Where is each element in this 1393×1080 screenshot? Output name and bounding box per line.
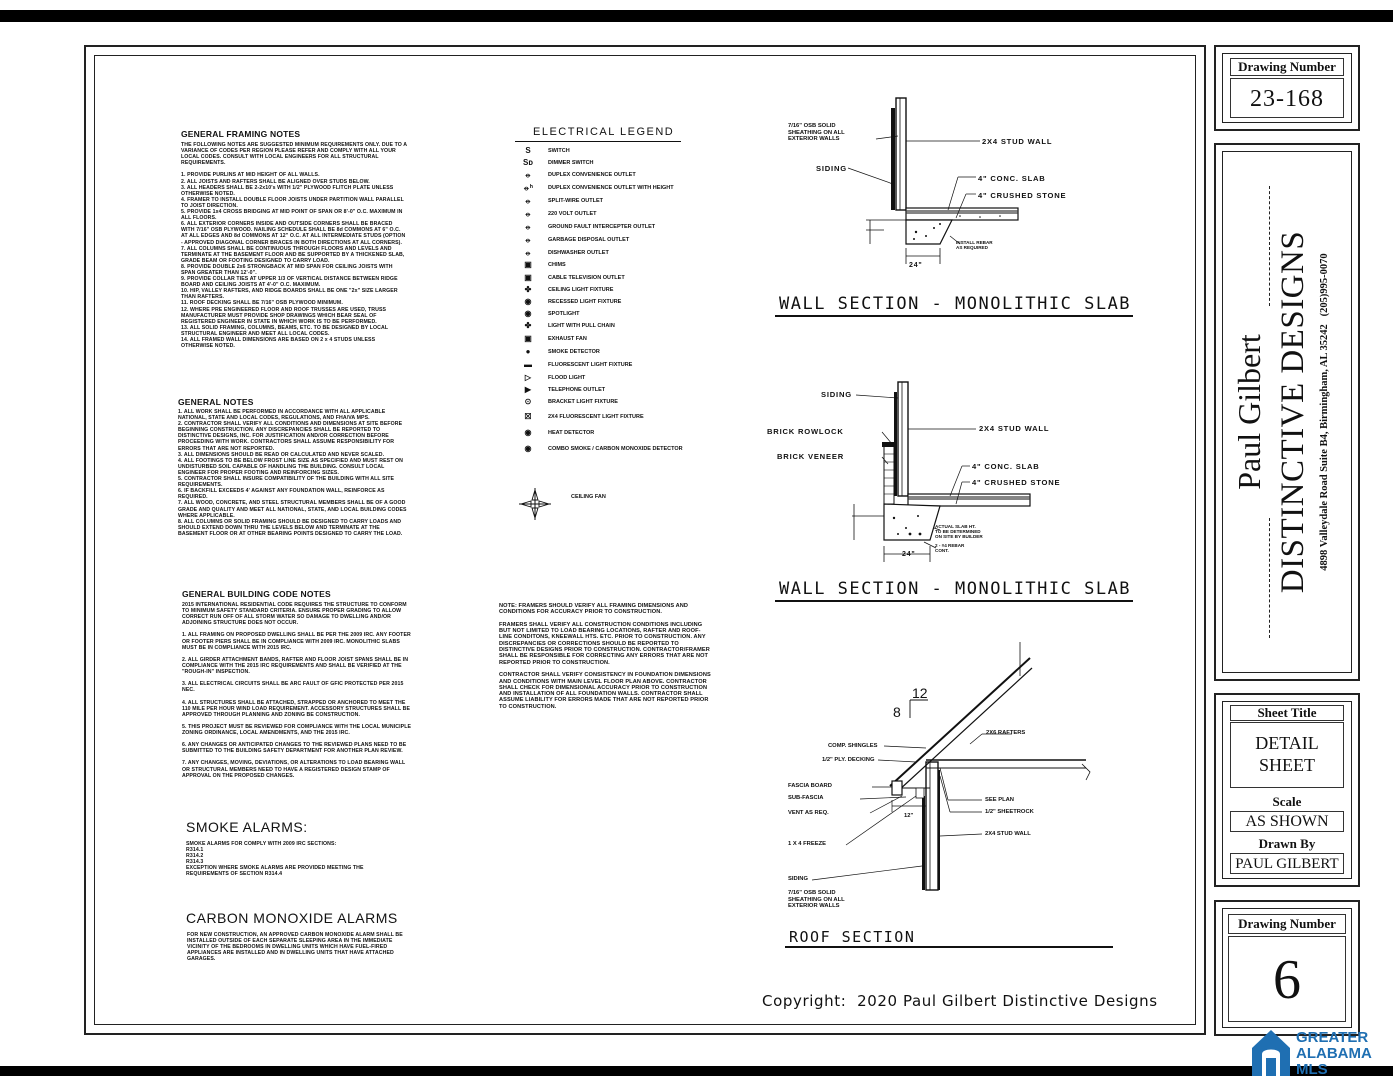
legend-item [515,235,715,247]
sheet-number-label: Drawing Number [1228,914,1346,934]
legend-item [515,209,715,221]
legend-item-label: DIMMER SWITCH [548,160,594,166]
ws2-siding-label: SIDING [821,390,852,399]
legend-item [515,334,715,346]
legend-item-label: EXHAUST FAN [548,336,587,342]
legend-item-label: TELEPHONE OUTLET [548,387,606,393]
sheet-number-value: 6 [1228,936,1346,1022]
legend-symbol-icon: ◉ [524,444,532,453]
legend-item [515,444,715,456]
legend-symbol-icon: ▶ [524,385,532,394]
co-alarms-body: FOR NEW CONSTRUCTION, AN APPROVED CARBON MONOXIDE ALARM SHALL BE INSTALLED OUTSIDE OF EACH SEPARATE SLEEPING AREA IN THE IMMEDIATE VICINITY OF THE BEDROOMS IN DWELLING UNITS WHICH HAVE FUEL-FIRED APPLIANCES ARE INSTALLED AND IN DWELLING UNITS THAT HAVE ATTACHED GARAGES. [187,932,403,963]
legend-item [515,260,715,272]
ws2-stud-wall-label: 2X4 STUD WALL [979,424,1050,433]
legend-item [515,309,715,321]
legend-item-label: HEAT DETECTOR [548,430,595,436]
wall-section-2-underline [775,600,1133,602]
legend-item [515,412,715,424]
wall-section-2-title: WALL SECTION - MONOLITHIC SLAB [779,579,1132,599]
ws1-stud-wall-label: 2X4 STUD WALL [982,137,1053,146]
legend-item-label: CEILING LIGHT FIXTURE [548,287,614,293]
legend-item [515,285,715,297]
roof-pitch-rise: 8 [893,704,901,720]
legend-symbol-icon: ⦵ [524,248,532,257]
wall-section-1-underline [775,315,1133,317]
legend-item-label: DUPLEX CONVENIENCE OUTLET [548,172,636,178]
framing-notes-body: THE FOLLOWING NOTES ARE SUGGESTED MINIMUM REQUIREMENTS ONLY. DUE TO A VARIANCE OF CODES PER REGION PLEASE REFER AND COMPLY WITH ALL YOUR LOCAL CODES. CONSULT WITH LOCAL ENGINEERS FOR ALL STRUCTURAL REQUIREMENTS. 1. PROVIDE PURLINS AT MID HEIGHT OF ALL WALLS. 2. ALL JOISTS AND RAFTERS SHALL BE ALIGNED OVER STUDS BELOW. 3. ALL HEADERS SHALL BE 2-2x10's WITH 1/2" PLYWOOD FLITCH PLATE UNLESS OTHERWISE NOTED. 4. FRAMER TO INSTALL DOUBLE FLOOR JOISTS UNDER PARTITION WALL PARALLEL TO JOIST DIRECTION. 5. PROVIDE 1x4 CROSS BRIDGING AT MID POINT OF SPAN OR 8'-0" O.C. MAXIMUM IN ALL FLOORS. 6. ALL EXTERIOR CORNERS INSIDE AND OUTSIDE CORNERS SHALL BE BRACED WITH 7/16" OSB PLYWOOD. NAILING SCHEDULE SHALL BE 8d COMMONS AT 6" O.C. AT ALL EDGES AND 8d COMMONS AT 12" O.C. AT ALL INTERMEDIATE STUDS (OPTION - APPROVED DIAGONAL CORNER BRACES IN BOTH DIRECTIONS AT ALL CORNERS). 7. ALL COLUMNS SHALL BE CONTINUOUS THROUGH FLOORS AND LEVELS AND TERMINATE AT THE BASEMENT FLOOR AND BE SUPPORTED BY A THICKENED SLAB, GRADE BEAM OR FOOTING DESIGNED TO CARRY LOAD. 8. PROVIDE DOUBLE 2x6 STRONGBACK AT MID SPAN FOR CEILING JOISTS WITH SPAN GREATER THAN 12'-0". 9. PROVIDE COLLAR TIES AT UPPER 1/3 OF VERTICAL DISTANCE BETWEEN RIDGE BOARD AND CEILING JOISTS AT 4'-0" O.C. MAXIMUM. 10. HIP, VALLEY RAFTERS, AND RIDGE BOARDS SHALL BE ONE "2x" SIZE LARGER THAN RAFTERS. 11. ROOF DECKING SHALL BE 7/16" OSB PLYWOOD MINIMUM. 12. WHERE PRE ENGINEERED FLOOR AND ROOF TRUSSES ARE USED, TRUSS MANUFACTURER MUST PROVIDE SHOP DRAWINGS WHICH BEAR SEAL OF REGISTERED ENGINEER IN STATE IN WHICH WORK IS TO BE PERFORMED. 13. ALL SOLID FRAMING, COLUMNS, BEAMS, ETC. TO BE DESIGNED BY LOCAL STRUCTURAL ENGINEER AND MEET ALL LOCAL CODES. 14. ALL FRAMED WALL DIMENSIONS ARE BASED ON 2 x 4 STUDS UNLESS OTHERWISE NOTED. [181,142,407,350]
general-notes-title: GENERAL NOTES [178,397,254,407]
drawn-by-label: Drawn By [1244,838,1330,852]
legend-item [515,373,715,385]
designer-rule-right [1269,186,1272,306]
legend-item [515,397,715,409]
smoke-alarms-body: SMOKE ALARMS FOR COMPLY WITH 2009 IRC SECTIONS: R314.1 R314.2 R314.3 EXCEPTION WHERE SMOKE ALARMS ARE PROVIDED MEETING THE REQUIREMENTS OF SECTION R314.4 [186,841,364,878]
legend-item-label: SWITCH [548,148,570,154]
roof-rafters-label: 2X6 RAFTERS [986,730,1026,736]
roof-fascia-label: FASCIA BOARD [788,783,832,789]
legend-symbol-icon: ⊙ [524,397,532,406]
legend-item-label: BRACKET LIGHT FIXTURE [548,399,618,405]
company-vertical-block [1222,151,1352,673]
ws2-rowlock-label: BRICK ROWLOCK [767,427,844,436]
electrical-legend-underline [515,141,681,142]
top-border-bar [0,10,1393,22]
legend-item [515,196,715,208]
roof-siding-label: SIDING [788,876,808,882]
roof-pitch-run: 12 [912,685,928,701]
legend-item-label: CABLE TELEVISION OUTLET [548,275,625,281]
ws2-dim-label: 24" [902,551,916,558]
legend-item-label: FLOOD LIGHT [548,375,586,381]
mls-text-greater: GREATER [1296,1029,1369,1046]
legend-symbol-icon: ▣ [524,334,532,343]
legend-item-label: DISHWASHER OUTLET [548,250,609,256]
smoke-alarms-title: SMOKE ALARMS: [186,819,308,835]
legend-item-label: FLUORESCENT LIGHT FIXTURE [548,362,633,368]
scale-value: AS SHOWN [1230,811,1344,832]
ws1-siding-label: SIDING [816,164,847,173]
roof-frieze-label: 1 X 4 FREEZE [788,841,827,847]
ceiling-fan-label: CEILING FAN [571,494,606,500]
legend-symbol-icon: ✤ [524,285,532,294]
sheet-title-line2: SHEET [1259,755,1315,775]
legend-item-label: SPLIT-WIRE OUTLET [548,198,603,204]
legend-item-label: CHIMS [548,262,566,268]
legend-symbol-icon: ◉ [524,428,532,437]
roof-see-plan-label: SEE PLAN [985,797,1014,803]
legend-item-label: GARBAGE DISPOSAL OUTLET [548,237,630,243]
ws2-slab-label: 4" CONC. SLAB [972,462,1040,471]
ws1-sheathing-label: 7/16" OSB SOLID SHEATHING ON ALL EXTERIOR WALLS [788,123,845,143]
legend-item-label: LIGHT WITH PULL CHAIN [548,323,615,329]
legend-item [515,146,715,158]
company-name: DISTINCTIVE DESIGNS [1275,230,1311,594]
legend-item-label: DUPLEX CONVENIENCE OUTLET WITH HEIGHT [548,185,674,191]
company-address: 4898 Valleydale Road Suite B4, Birmingham, AL 35242 (205)995-0070 [1319,253,1330,571]
legend-list [515,146,715,466]
mls-logo [1250,1024,1390,1080]
legend-symbol-icon: ⦵ [524,222,532,231]
legend-item [515,158,715,170]
legend-item [515,347,715,359]
legend-item-label: RECESSED LIGHT FIXTURE [548,299,622,305]
copyright-notice: Copyright: 2020 Paul Gilbert Distinctive Designs [762,992,1158,1010]
sheet-title-line1: DETAIL [1255,733,1319,753]
ws1-dim-label: 24" [909,262,923,269]
ws2-actual-height-label: ACTUAL SLAB HT. TO BE DETERMINED ON SITE BY BUILDER [935,524,983,539]
ws2-rebar-label: 2 - #4 REBAR CONT. [935,543,965,553]
legend-symbol-icon: ⦵ [524,170,532,179]
framing-notes-title: GENERAL FRAMING NOTES [181,129,301,139]
drawing-number-label: Drawing Number [1230,58,1344,76]
roof-section-title: ROOF SECTION [789,928,916,946]
roof-sheetrock-label: 1/2" SHEETROCK [985,809,1034,815]
legend-symbol-icon: ☒ [524,412,532,421]
bottom-border-bar [0,1066,1393,1076]
legend-item [515,321,715,333]
drawing-number-value: 23-168 [1230,78,1344,118]
ws2-veneer-label: BRICK VENEER [777,452,844,461]
building-code-notes-body: 2015 INTERNATIONAL RESIDENTIAL CODE REQUIRES THE STRUCTURE TO CONFORM TO MINIMUM SAFETY STANDARD CRITERIA. ENSURE PROPER GRADING TO ALLOW CORRECT RUN OFF OF ALL STORM WATER SO DAMAGE TO DWELLING AND/OR ADJOINING STRUCTURE DOES NOT OCCUR. 1. ALL FRAMING ON PROPOSED DWELLING SHALL BE PER THE 2009 IRC. ANY FOOTER OR FOOTER PIERS SHALL BE IN COMPLIANCE WITH 2009 IRC. MONOLITHIC SLABS MUST BE IN COMPLIANCE WITH 2015 IRC. 2. ALL GIRDER ATTACHMENT BANDS, RAFTER AND FLOOR JOIST SPANS SHALL BE IN COMPLIANCE WITH THE 2015 IRC REQUIREMENTS AND SHALL BE VERIFIED AT THE "ROUGH-IN" INSPECTION. 3. ALL ELECTRICAL CIRCUITS SHALL BE ARC FAULT OF GFIC PROTECTED PER 2015 NEC. 4. ALL STRUCTURES SHALL BE ATTACHED, STRAPPED OR ANCHORED TO MEET THE 110 MILE PER HOUR WIND LOAD REQUIREMENT. ACCESSORY STRUCTURES SHALL BE APPROVED THROUGH PLANNING AND ZONING BE CONSTRUCTION. 5. THIS PROJECT MUST BE REVIEWED FOR COMPLIANCE WITH THE LOCAL MUNICIPLE ZONING ORDINANCE, LOCAL AMENDMENTS, AND THE 2015 IRC. 6. ANY CHANGES OR ANTICIPATED CHANGES TO THE REVIEWED PLANS NEED TO BE SUBMITTED TO THE BUILDING SAFETY DEPARTMENT FOR ANOTHER PLAN REVIEW. 7. ANY CHANGES, MOVING, DEVIATIONS, OR ALTERATIONS TO LOAD BEARING WALL OR STRUCTURAL MEMBERS NEED TO HAVE A REGISTERED DESIGN STAMP OF APPROVAL ON THE PROPOSED CHANGES. [182,602,412,779]
roof-section-underline [785,946,1113,948]
wall-section-1-title: WALL SECTION - MONOLITHIC SLAB [779,294,1132,314]
building-code-notes-title: GENERAL BUILDING CODE NOTES [182,589,331,599]
legend-symbol-icon: ◉ [524,297,532,306]
roof-stud-wall-label: 2X4 STUD WALL [985,831,1031,837]
ceiling-fan-icon [517,486,553,522]
general-notes-body: 1. ALL WORK SHALL BE PERFORMED IN ACCORDANCE WITH ALL APPLICABLE NATIONAL, STATE AND LOCAL CODES, REGULATIONS, AND FHA/VA MPS. 2. CONTRACTOR SHALL VERIFY ALL CONDITIONS AND DIMENSIONS AT SITE BEFORE BEGINNING CONSTRUCTION. ANY DISCREPANCIES SHALL BE REPORTED TO DISTINCTIVE DESIGNS, INC. FOR JUSTIFICATION AND/OR CORRECTION BEFORE PROCEEDING WITH WORK. CONTRACTORS SHALL ASSUME RESPONSIBILITY FOR ERRORS THAT ARE NOT REPORTED. 3. ALL DIMENSIONS SHOULD BE READ OR CALCULATED AND NEVER SCALED. 4. ALL FOOTINGS TO BE BELOW FROST LINE SIZE AS SPECIFIED AND MUST REST ON UNDISTURBED SOIL CAPABLE OF HANDLING THE BUILDING. CONSULT LOCAL ENGINEER FOR PROPER FOOTING AND REINFORCING SIZES. 5. CONTRACTOR SHALL INSURE COMPATIBILITY OF THE BUILDING WITH ALL SITE REQUIREMENTS. 6. IF BACKFILL EXCEEDS 4' AGAINST ANY FOUNDATION WALL, REINFORCE AS REQUIRED. 7. ALL WOOD, CONCRETE, AND STEEL STRUCTURAL MEMBERS SHALL BE OF A GOOD GRADE AND QUALITY AND MEET ALL NATIONAL, STATE, AND LOCAL BUILDING CODES WHERE APPLICABLE. 8. ALL COLUMNS OR SOLID FRAMING SHOULD BE DESIGNED TO CARRY LOADS AND SHOULD EXTEND DOWN THRU THE LEVELS BELOW AND TERMINATE AT THE BASEMENT FLOOR OR AT OTHER BEARING POINTS DESIGNED TO CARRY THE LOAD. [178,409,407,537]
framers-note-body: NOTE: FRAMERS SHOULD VERIFY ALL FRAMING DIMENSIONS AND CONDITIONS FOR ACCURACY PRIOR TO CONSTRUCTION. FRAMERS SHALL VERIFY ALL CONSTRUCTION CONDITIONS INCLUDING BUT NOT LIMITED TO LOAD BEARING LOCATIONS, RAFTER AND ROOF-LINE CONDITONS, KNEEWALL HTS. ETC. PRIOR TO CONSTRUCTION. ANY DISCREPANCIES OR CORRECTIONS SHOULD BE REPORTED TO DISTINCTIVE DESIGNS PRIOR TO CONSTRUCTION. CONTRACTOR/FRAMER SHALL BE RESPONSIBLE FOR CORRECTING ANY ERRORS THAT ARE NOT REPORTED PRIOR TO CONSTRUCTION. CONTRACTOR SHALL VERIFY CONSISTENCY IN FOUNDATION DIMENSIONS AND CONDITIONS WITH MAIN LEVEL FLOOR PLAN ABOVE. CONTRACTOR SHALL CHECK FOR DIMENSIONAL ACCURACY PRIOR TO CONSTRUCTION AND INSTALLATION OF ALL FOUNDATION WALLS. CONTRACTOR SHALL ASSUME LIABILITY FOR ERRORS MADE THAT ARE NOT REPORTED PRIOR TO CONSTRUCTION. [499,603,711,710]
legend-item-label: 2X4 FLUORESCENT LIGHT FIXTURE [548,414,644,420]
legend-item [515,428,715,440]
roof-section-drawing [780,636,1110,896]
legend-item-label: COMBO SMOKE / CARBON MONOXIDE DETECTOR [548,446,683,452]
co-alarms-title: CARBON MONOXIDE ALARMS [186,910,398,926]
legend-symbol-icon: Sᴅ [523,158,533,167]
legend-item [515,297,715,309]
legend-item-label: 220 VOLT OUTLET [548,211,597,217]
designer-name: Paul Gilbert [1231,334,1267,490]
designer-rule-left [1269,518,1272,638]
scale-label: Scale [1244,796,1330,810]
legend-symbol-icon: ◉ [524,309,532,318]
legend-symbol-icon: ⦵ [524,235,532,244]
legend-item [515,273,715,285]
legend-symbol-icon: ▷ [524,373,532,382]
legend-item [515,222,715,234]
legend-item [515,385,715,397]
drawn-by-value: PAUL GILBERT [1230,853,1344,874]
sheet-title-value [1230,722,1344,788]
legend-symbol-icon: ✤ [524,321,532,330]
ws1-stone-label: 4" CRUSHED STONE [978,191,1067,200]
legend-item [515,183,715,195]
ws1-slab-label: 4" CONC. SLAB [978,174,1046,183]
company-rotated [1227,162,1347,662]
roof-dim-label: 12" [904,813,914,819]
sheet-title-label: Sheet Title [1230,705,1344,721]
ws2-stone-label: 4" CRUSHED STONE [972,478,1061,487]
legend-symbol-icon: ● [525,347,531,356]
legend-symbol-icon: S [525,146,531,155]
ws1-rebar-label: INSTALL REBAR AS REQUIRED [956,240,993,250]
roof-vent-label: VENT AS REQ. [788,810,829,816]
legend-symbol-icon: ▣ [524,260,532,269]
mls-house-icon [1250,1026,1292,1078]
roof-decking-label: 1/2" PLY. DECKING [822,757,875,763]
mls-text-mls: MLS [1296,1061,1328,1078]
roof-sheathing-label: 7/16" OSB SOLID SHEATHING ON ALL EXTERIOR WALLS [788,890,845,910]
legend-symbol-icon: ⦵ʰ [523,183,533,192]
legend-item [515,248,715,260]
legend-symbol-icon: ▣ [524,273,532,282]
legend-symbol-icon: ⦵ [524,209,532,218]
mls-text-alabama: ALABAMA [1296,1045,1372,1062]
roof-shingles-label: COMP. SHINGLES [828,743,878,749]
legend-item [515,360,715,372]
electrical-legend [515,124,715,524]
legend-symbol-icon: ▬ [524,360,532,369]
legend-symbol-icon: ⦵ [524,196,532,205]
legend-item-label: GROUND FAULT INTERCEPTER OUTLET [548,224,656,230]
legend-item [515,170,715,182]
roof-subfascia-label: SUB-FASCIA [788,795,824,801]
electrical-legend-title: ELECTRICAL LEGEND [533,126,675,138]
legend-item-label: SPOTLIGHT [548,311,580,317]
legend-item-label: SMOKE DETECTOR [548,349,600,355]
